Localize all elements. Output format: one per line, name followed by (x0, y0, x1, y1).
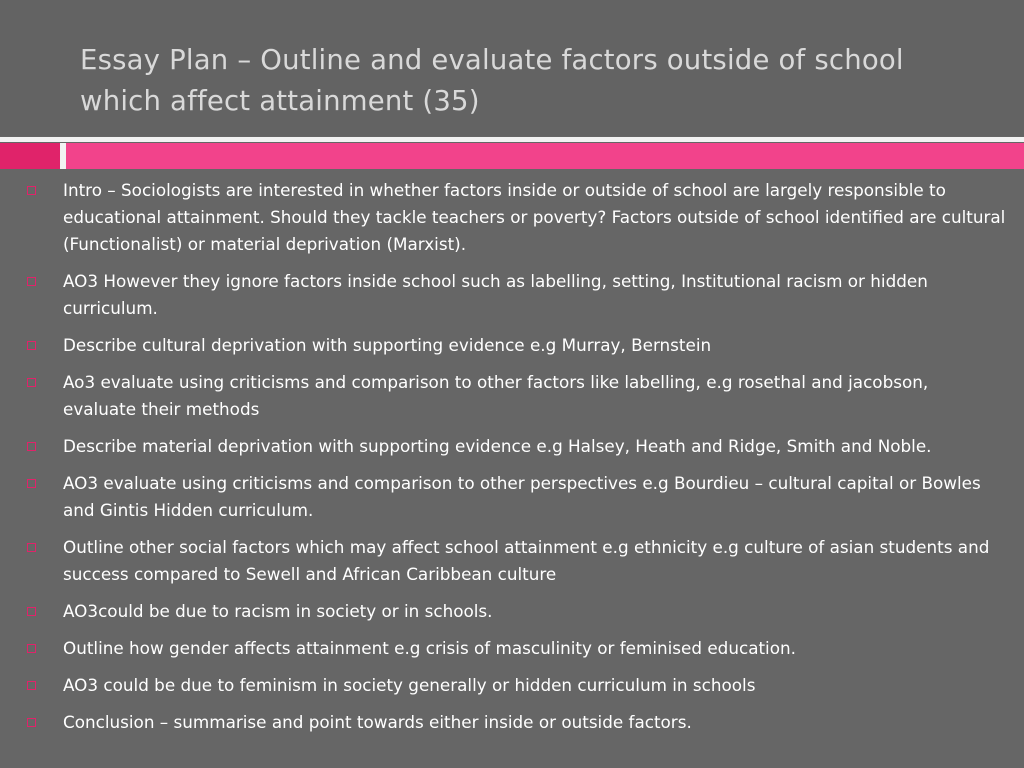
square-bullet-icon (27, 341, 36, 350)
bullet-list (0, 177, 1024, 746)
accent-bar-left (0, 143, 60, 169)
bullet-text: AO3 could be due to feminism in society generally or hidden curriculum in schools (63, 675, 756, 695)
square-bullet-icon (27, 644, 36, 653)
title-divider (0, 137, 1024, 142)
bullet-text: Describe cultural deprivation with supporting evidence e.g Murray, Bernstein (63, 335, 712, 355)
bullet-item (0, 268, 1024, 322)
bullet-text: Outline other social factors which may affect school attainment e.g ethnicity e.g culture of asian students and success compared to Sewell and African Caribbean culture (63, 537, 990, 584)
bullet-text: AO3 However they ignore factors inside school such as labelling, setting, Institutional racism or hidden curriculum. (63, 271, 928, 318)
bullet-item (0, 177, 1024, 258)
square-bullet-icon (27, 442, 36, 451)
bullet-text: Outline how gender affects attainment e.g crisis of masculinity or feminised education. (63, 638, 796, 658)
bullet-item (0, 635, 1024, 662)
bullet-text: Intro – Sociologists are interested in whether factors inside or outside of school are largely responsible to educational attainment. Should they tackle teachers or poverty? Factors outside of school identified are cultural (Functionalist) or material deprivation (Marxist). (63, 180, 1006, 254)
square-bullet-icon (27, 607, 36, 616)
square-bullet-icon (27, 718, 36, 727)
bullet-text: Describe material deprivation with supporting evidence e.g Halsey, Heath and Ridge, Smith and Noble. (63, 436, 932, 456)
square-bullet-icon (27, 681, 36, 690)
title-area (0, 0, 1024, 136)
bullet-item (0, 433, 1024, 460)
bullet-item (0, 598, 1024, 625)
square-bullet-icon (27, 543, 36, 552)
square-bullet-icon (27, 479, 36, 488)
bullet-item (0, 332, 1024, 359)
square-bullet-icon (27, 378, 36, 387)
bullet-text: Conclusion – summarise and point towards either inside or outside factors. (63, 712, 692, 732)
bullet-text: Ao3 evaluate using criticisms and comparison to other factors like labelling, e.g rosethal and jacobson, evaluate their methods (63, 372, 929, 419)
slide-title: Essay Plan – Outline and evaluate factors outside of school which affect attainment (35) (80, 44, 904, 117)
bullet-item (0, 672, 1024, 699)
square-bullet-icon (27, 186, 36, 195)
bullet-item (0, 470, 1024, 524)
accent-bar-right (66, 143, 1024, 169)
bullet-item (0, 709, 1024, 736)
bullet-item (0, 534, 1024, 588)
bullet-item (0, 369, 1024, 423)
bullet-text: AO3could be due to racism in society or in schools. (63, 601, 493, 621)
bullet-text: AO3 evaluate using criticisms and comparison to other perspectives e.g Bourdieu – cultural capital or Bowles and Gintis Hidden curriculum. (63, 473, 981, 520)
square-bullet-icon (27, 277, 36, 286)
